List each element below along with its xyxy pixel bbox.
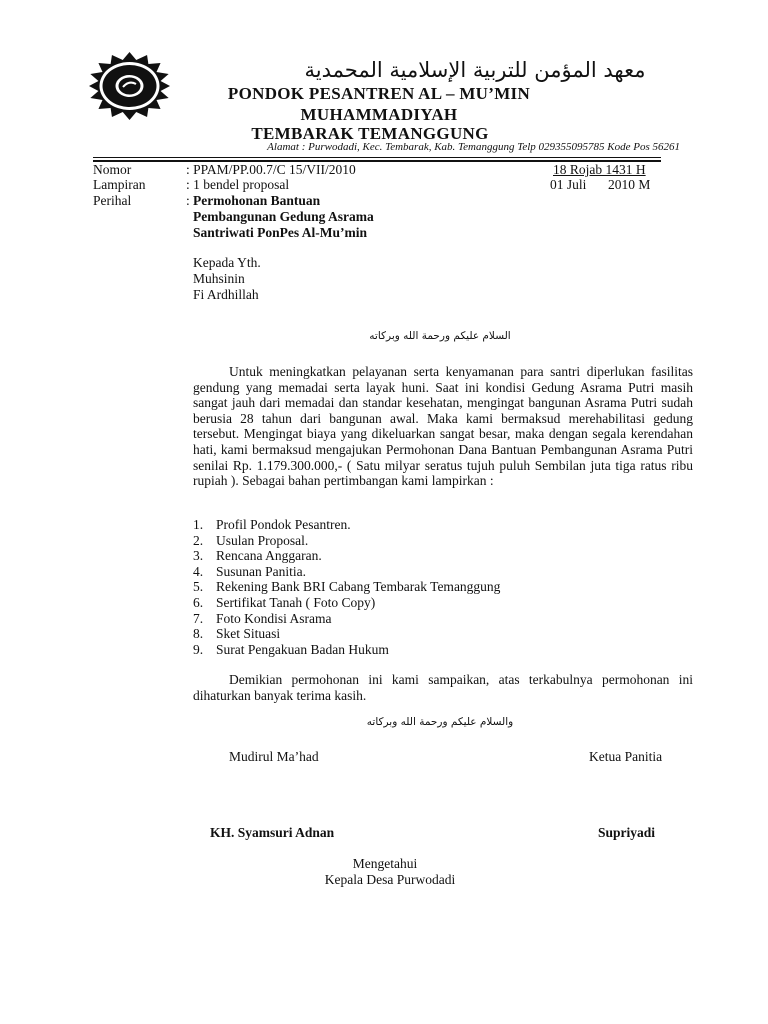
list-item: 7. Foto Kondisi Asrama — [193, 610, 332, 626]
list-item: 9. Surat Pengakuan Badan Hukum — [193, 641, 389, 657]
signatory-left-title: Mudirul Ma’had — [229, 749, 319, 764]
body-paragraph — [193, 364, 693, 489]
recipient-line-1: Kepada Yth. — [193, 255, 261, 270]
recipient-line-3: Fi Ardhillah — [193, 287, 259, 302]
perihal-colon: : — [186, 193, 190, 208]
recipient-line-2: Muhsinin — [193, 271, 245, 286]
arabic-institution-name: معهد المؤمن للتربية الإسلامية المحمدية — [304, 58, 646, 82]
salam-closing: والسلام عليكم ورحمة الله وبركاته — [366, 716, 514, 728]
salam-opening: السلام عليكم ورحمة الله وبركاته — [369, 330, 511, 342]
list-item: 4. Susunan Panitia. — [193, 563, 306, 579]
institution-name-line2: MUHAMMADIYAH — [300, 105, 458, 124]
list-item: 3. Rencana Anggaran. — [193, 548, 322, 564]
list-item: 1. Profil Pondok Pesantren. — [193, 517, 351, 532]
list-item: 8. Sket Situasi — [193, 626, 281, 642]
perihal-line-3: Santriwati PonPes Al-Mu’min — [193, 225, 367, 240]
institution-name-line1: PONDOK PESANTREN AL – MU’MIN — [227, 84, 531, 103]
perihal-line-1: Permohonan Bantuan — [193, 193, 321, 208]
signatory-right-title: Ketua Panitia — [589, 749, 663, 764]
closing-paragraph-text: Demikian permohonan ini kami sampaikan, atas terkabulnya permohonan ini dihaturkan banyak terima kasih. — [193, 672, 693, 703]
date-day-month: 01 Juli — [550, 177, 587, 192]
list-item: 5. Rekening Bank BRI Cabang Tembarak Temanggung — [193, 579, 501, 595]
list-item: 2. Usulan Proposal. — [193, 532, 309, 548]
approval-line-1: Mengetahui — [352, 856, 418, 871]
attachment-list — [193, 517, 500, 657]
date-year: 2010 M — [608, 177, 651, 192]
date-hijri: 18 Rojab 1431 H — [553, 162, 646, 177]
list-item: 6. Sertifikat Tanah ( Foto Copy) — [193, 594, 376, 610]
perihal-label: Perihal — [93, 193, 132, 208]
lampiran-label: Lampiran — [93, 177, 146, 192]
signatory-left-name: KH. Syamsuri Adnan — [210, 825, 335, 840]
signatory-right-name: Supriyadi — [598, 825, 656, 840]
nomor-label: Nomor — [93, 162, 132, 177]
lampiran-value: : 1 bendel proposal — [186, 177, 290, 192]
perihal-line-2: Pembangunan Gedung Asrama — [193, 209, 374, 224]
nomor-value: : PPAM/PP.00.7/C 15/VII/2010 — [186, 162, 356, 177]
approval-line-2: Kepala Desa Purwodadi — [324, 872, 456, 887]
closing-paragraph — [193, 672, 693, 703]
header-divider-thin — [93, 157, 661, 158]
body-paragraph-text: Untuk meningkatkan pelayanan serta kenyamanan para santri diperlukan fasilitas gendung yang memadai serta layak huni. Saat ini kondisi Gedung Asrama Putri masih sangat jauh dari memadai dan standar kesehatan, mengingat bangunan Asrama Putri sudah berusia 28 tahun dari bangunan awal. Maka kami bermaksud merehabilitasi gedung tersebut. Mengingat biaya yang dikeluarkan sangat besar, maka dengan segala kerendahan hati, kami bermaksud mengajukan Permohonan Dana Bantuan Pembangunan Asrama Putri senilai Rp. 1.179.300.000,- ( Satu milyar seratus tujuh puluh Sembilan juta tiga ratus ribu rupiah ). Sebagai bahan pertimbangan kami lampirkan : — [193, 364, 693, 489]
institution-address: Alamat : Purwodadi, Kec. Tembarak, Kab. Temanggung Telp 029355095785 Kode Pos 56261 — [267, 141, 680, 153]
institution-name-line3: TEMBARAK TEMANGGUNG — [251, 124, 489, 143]
